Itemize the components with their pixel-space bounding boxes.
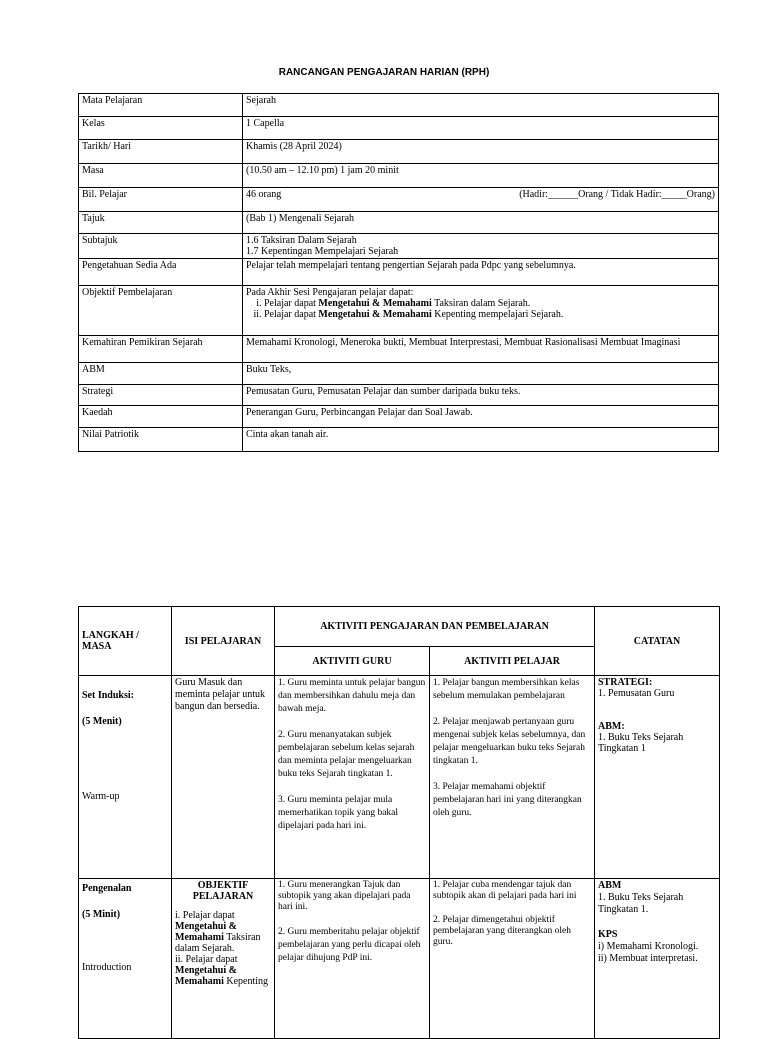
catatan-item: 1. Pemusatan Guru [598,688,675,699]
pelajar-activity-cell [430,676,595,879]
catatan-heading: STRATEGI: [598,677,653,688]
guru-activity-cell [275,676,430,879]
info-label: Kemahiran Pemikiran Sejarah [79,336,243,363]
activity-item: 3. Pelajar memahami objektif pembelajaran hari ini yang diterangkan oleh guru. [433,782,582,818]
activity-item: 1. Guru meminta untuk pelajar bangun dan membersihkan dahulu meja dan bawah meja. [278,678,426,714]
subtopic-line: 1.7 Kepentingan Mempelajari Sejarah [246,246,399,257]
info-row [79,94,719,117]
isi-cell: Guru Masuk dan meminta pelajar untuk bangun dan bersedia. [172,676,275,879]
catatan-item: 1. Buku Teks Sejarah Tingkatan 1. [598,892,684,915]
info-label: Nilai Patriotik [79,428,243,452]
guru-activity-cell [275,879,430,1039]
step-time: (5 Menit) [82,716,122,727]
objective-intro: Pada Akhir Sesi Pengajaran pelajar dapat: [246,287,414,298]
info-label: Kelas [79,117,243,140]
catatan-heading: KPS [598,929,618,940]
info-row [79,406,719,428]
activity-item: 1. Pelajar cuba mendengar tajuk dan subtopik akan di pelajari pada hari ini [433,880,577,901]
activity-item: 3. Guru meminta pelajar mula memerhatikan topik yang bakal dipelajari pada hari ini. [278,795,399,831]
info-row [79,212,719,234]
subtopic-line: 1.6 Taksiran Dalam Sejarah [246,235,357,246]
info-value: Khamis (28 April 2024) [243,140,719,164]
step-title: Set Induksi: [82,690,134,701]
info-label: Subtajuk [79,234,243,259]
lesson-info-table [78,93,719,452]
activity-item: 2. Guru memberitahu pelajar objektif pembelajaran yang perlu dicapai oleh pelajar dihujung PdP ini. [278,927,421,963]
info-label: Pengetahuan Sedia Ada [79,259,243,286]
step-extra: Introduction [82,962,132,973]
info-value: Penerangan Guru, Perbincangan Pelajar dan Soal Jawab. [243,406,719,428]
header-catatan: CATATAN [595,607,720,676]
info-label: Mata Pelajaran [79,94,243,117]
isi-cell [172,879,275,1039]
catatan-cell [595,879,720,1039]
student-count: 46 orang [246,189,282,200]
info-label: Tarikh/ Hari [79,140,243,164]
info-value [243,188,719,212]
info-value: Sejarah [243,94,719,117]
header-pelajar: AKTIVITI PELAJAR [430,647,595,676]
info-value [243,286,719,336]
info-row [79,428,719,452]
info-label: Bil. Pelajar [79,188,243,212]
info-value: Pemusatan Guru, Pemusatan Pelajar dan sumber daripada buku teks. [243,385,719,406]
info-row [79,188,719,212]
info-label: Tajuk [79,212,243,234]
isi-objective: i. Pelajar dapat Mengetahui & Memahami Taksiran dalam Sejarah. [175,910,261,954]
step-extra: Warm-up [82,791,120,802]
catatan-item: 1. Buku Teks Sejarah Tingkatan 1 [598,732,684,754]
catatan-item: i) Memahami Kronologi. [598,941,699,952]
isi-heading: OBJEKTIF PELAJARAN [192,880,254,902]
info-value: 1 Capella [243,117,719,140]
activity-item: 1. Pelajar bangun membersihkan kelas sebelum memulakan pembelajaran [433,678,580,701]
catatan-cell [595,676,720,879]
attendance-blank: (Hadir:______Orang / Tidak Hadir:_____Orang) [519,189,715,200]
objective-item: i. Pelajar dapat Mengetahui & Memahami Taksiran dalam Sejarah. [264,298,715,309]
catatan-heading: ABM [598,880,622,891]
info-row [79,140,719,164]
catatan-heading: ABM: [598,721,625,732]
info-value: Buku Teks, [243,363,719,385]
header-langkah: LANGKAH / MASA [79,607,172,676]
header-isi: ISI PELAJARAN [172,607,275,676]
activity-item: 2. Pelajar dimengetahui objektif pembelajaran yang diterangkan oleh guru. [433,915,571,947]
step-title: Pengenalan [82,883,132,894]
table-row [79,676,720,879]
header-aktiviti: AKTIVITI PENGAJARAN DAN PEMBELAJARAN [275,607,595,647]
info-label: Kaedah [79,406,243,428]
lesson-activity-table [78,606,720,1039]
info-row [79,164,719,188]
info-row [79,363,719,385]
objective-list [246,298,715,320]
info-row [79,259,719,286]
page-title: RANCANGAN PENGAJARAN HARIAN (RPH) [278,67,490,78]
header-row [79,607,720,647]
info-row [79,117,719,140]
step-time: (5 Minit) [82,909,121,920]
info-label: Objektif Pembelajaran [79,286,243,336]
step-cell [79,879,172,1039]
info-label: Strategi [79,385,243,406]
catatan-item: ii) Membuat interpretasi. [598,953,698,964]
info-row [79,234,719,259]
info-row [79,385,719,406]
step-cell [79,676,172,879]
info-value: (10.50 am – 12.10 pm) 1 jam 20 minit [243,164,719,188]
info-value: Memahami Kronologi, Meneroka bukti, Membuat Interprestasi, Membuat Rasionalisasi Membuat Imaginasi [243,336,719,363]
pelajar-activity-cell [430,879,595,1039]
info-value: Pelajar telah mempelajari tentang pengertian Sejarah pada Pdpc yang sebelumnya. [243,259,719,286]
info-row [79,286,719,336]
info-label: ABM [79,363,243,385]
info-label: Masa [79,164,243,188]
activity-item: 2. Guru menanyatakan subjek pembelajaran sebelum kelas sejarah dan meminta pelajar mengeluarkan buku teks Sejarah tingkatan 1. [278,730,415,779]
info-row [79,336,719,363]
info-value [243,234,719,259]
objective-item: ii. Pelajar dapat Mengetahui & Memahami Kepenting mempelajari Sejarah. [264,309,715,320]
header-guru: AKTIVITI GURU [275,647,430,676]
activity-item: 2. Pelajar menjawab pertanyaan guru mengenai subjek kelas sebelumnya, dan pelajar mengeluarkan buku teks Sejarah tingkatan 1. [433,717,586,766]
info-value: (Bab 1) Mengenali Sejarah [243,212,719,234]
info-value: Cinta akan tanah air. [243,428,719,452]
table-row [79,879,720,1039]
isi-objective: ii. Pelajar dapat Mengetahui & Memahami Kepenting [175,954,269,987]
activity-item: 1. Guru menerangkan Tajuk dan subtopik yang akan dipelajari pada hari ini. [278,880,411,912]
